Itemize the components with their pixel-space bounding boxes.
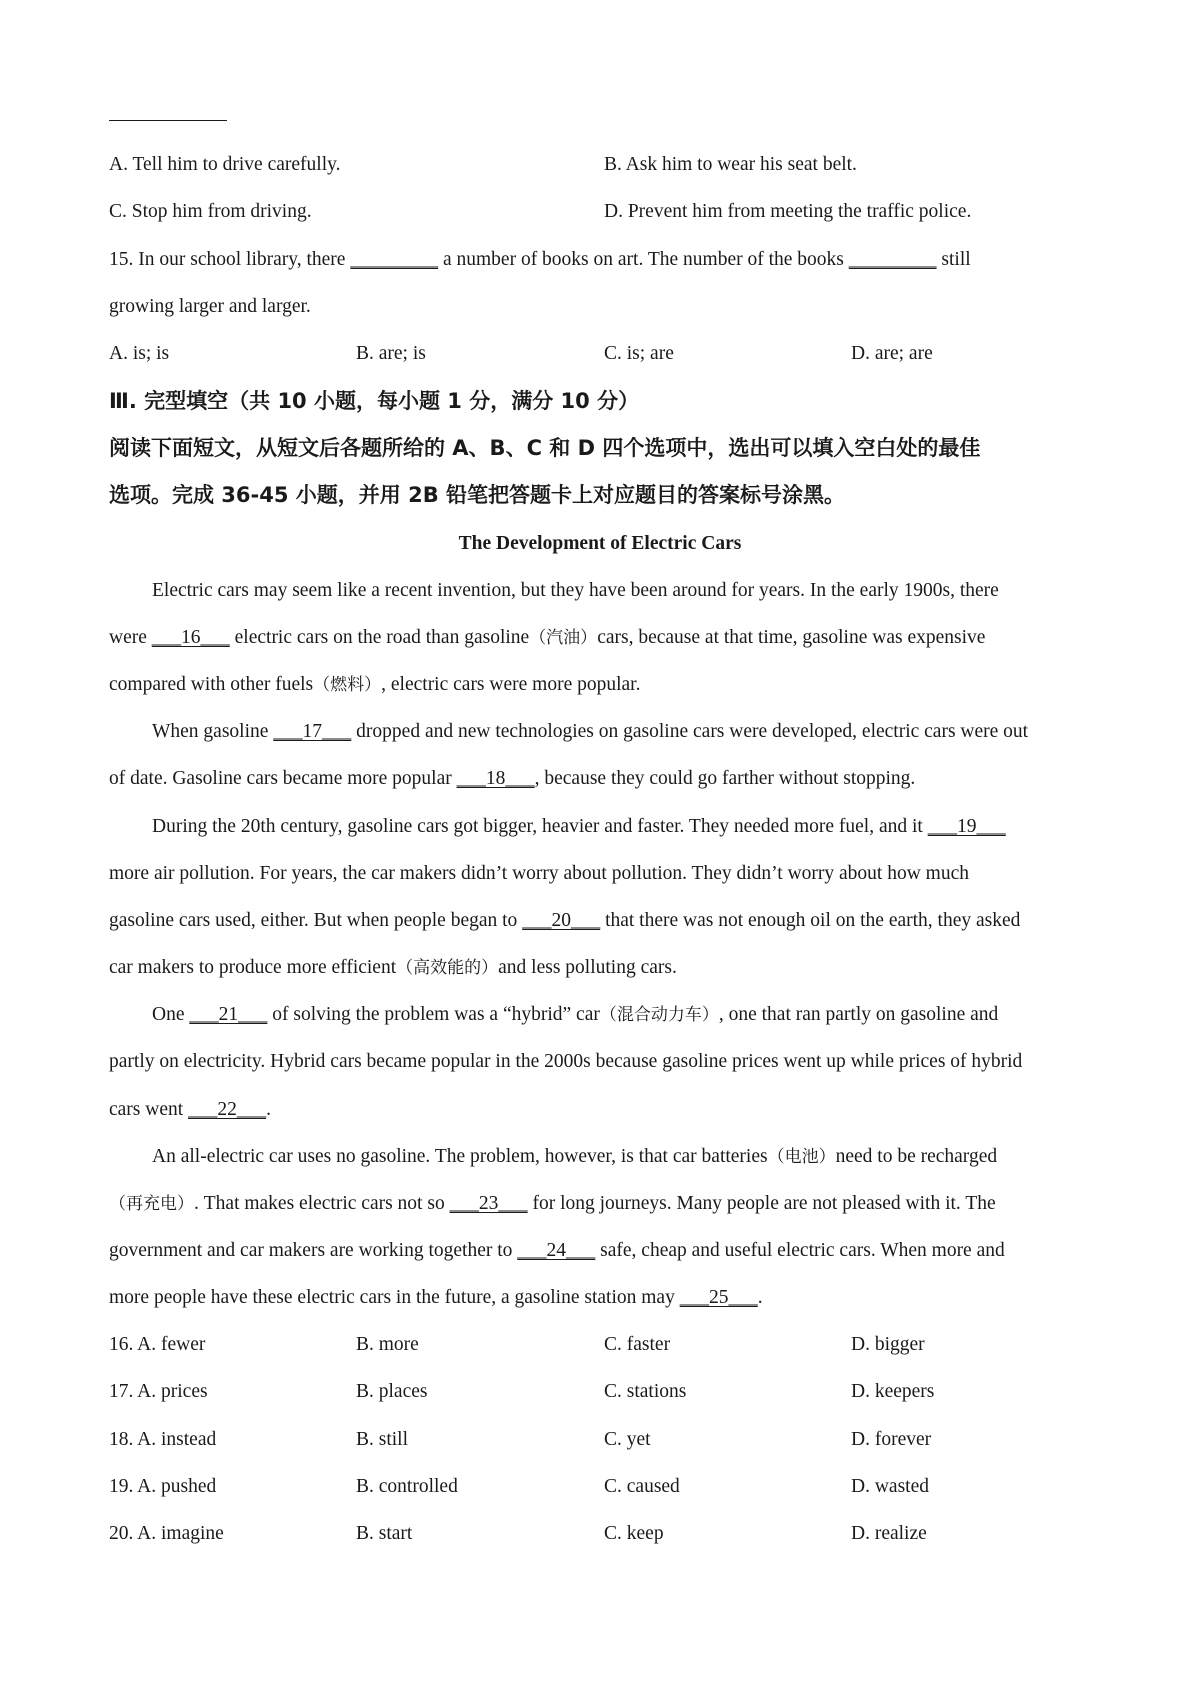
choice-17-a: 17. A. prices [109, 1381, 208, 1402]
p4-text: , one that ran partly on gasoline and [718, 1004, 999, 1025]
q15-text-2: a number of books on art. The number of the books [438, 249, 849, 270]
p4-text: . [266, 1099, 271, 1120]
prev-option-b: B. Ask him to wear his seat belt. [604, 154, 857, 175]
blank-20: ___20___ [522, 910, 601, 931]
section-instruction-line2: 选项。完成 36-45 小题，并用 2B 铅笔把答题卡上对应题目的答案标号涂黑。 [109, 483, 846, 507]
p5-line1 [152, 1144, 997, 1170]
p2-text: When gasoline [152, 721, 274, 742]
p1-text: , electric cars were more popular. [381, 674, 641, 695]
blank-25: ___25___ [679, 1287, 758, 1308]
q15-blank-1: _________ [350, 249, 439, 270]
choice-16-d: D. bigger [851, 1334, 925, 1355]
q15-option-b: B. are; is [356, 343, 426, 364]
p5-text: An all-electric car uses no gasoline. The problem, however, is that car batteries [152, 1146, 768, 1167]
choice-18-b: B. still [356, 1429, 409, 1450]
p5-gloss: （电池） [767, 1147, 836, 1167]
choice-18-d: D. forever [851, 1429, 932, 1450]
p3-text: and less polluting cars. [498, 957, 677, 978]
q15-text-1: 15. In our school library, there [109, 249, 351, 270]
choice-16-b: B. more [356, 1334, 419, 1355]
blank-24: ___24___ [517, 1240, 596, 1261]
p1-line1: Electric cars may seem like a recent invention, but they have been around for years. In the early 1900s, there [152, 580, 999, 601]
answer-blank-line [109, 120, 227, 121]
p5-text: safe, cheap and useful electric cars. When more and [595, 1240, 1005, 1261]
choice-19-a: 19. A. pushed [109, 1476, 217, 1497]
p5-gloss: （再充电） [109, 1194, 194, 1214]
p2-line2 [109, 766, 915, 792]
p1-gloss: （汽油） [529, 628, 598, 648]
blank-23: ___23___ [449, 1193, 528, 1214]
p3-line1 [152, 814, 1006, 840]
p4-line3 [109, 1097, 271, 1123]
p3-text: During the 20th century, gasoline cars got bigger, heavier and faster. They needed more fuel, and it [152, 816, 928, 837]
p4-text: One [152, 1004, 190, 1025]
p4-text: cars went [109, 1099, 189, 1120]
p1-line3 [109, 672, 640, 698]
q15-option-a: A. is; is [109, 343, 170, 364]
choice-16-c: C. faster [604, 1334, 671, 1355]
p1-gloss: （燃料） [313, 675, 382, 695]
p5-line2 [109, 1191, 996, 1217]
q15-option-c: C. is; are [604, 343, 674, 364]
p5-line3 [109, 1238, 1005, 1264]
p5-text: for long journeys. Many people are not pleased with it. The [527, 1193, 996, 1214]
p3-line3 [109, 908, 1020, 934]
p1-text: were [109, 627, 152, 648]
p3-text: car makers to produce more efficient [109, 957, 397, 978]
choice-20-b: B. start [356, 1523, 413, 1544]
choice-20-d: D. realize [851, 1523, 927, 1544]
p1-text: cars, because at that time, gasoline was expensive [597, 627, 986, 648]
p4-line1 [152, 1002, 998, 1028]
prev-option-c: C. Stop him from driving. [109, 201, 312, 222]
p1-text: compared with other fuels [109, 674, 314, 695]
blank-22: ___22___ [188, 1099, 267, 1120]
p5-text: . That makes electric cars not so [194, 1193, 450, 1214]
p2-text: of date. Gasoline cars became more popular [109, 768, 457, 789]
q15-blank-2: _________ [848, 249, 937, 270]
p1-text: electric cars on the road than gasoline [229, 627, 530, 648]
choice-17-c: C. stations [604, 1381, 687, 1402]
p4-line2: partly on electricity. Hybrid cars became popular in the 2000s because gasoline prices went up while prices of hybrid [109, 1051, 1023, 1072]
choice-19-b: B. controlled [356, 1476, 458, 1497]
choice-18-c: C. yet [604, 1429, 651, 1450]
choice-18-a: 18. A. instead [109, 1429, 217, 1450]
blank-16: ___16___ [151, 627, 230, 648]
blank-19: ___19___ [927, 816, 1006, 837]
p5-text: government and car makers are working together to [109, 1240, 518, 1261]
prev-option-d: D. Prevent him from meeting the traffic police. [604, 201, 972, 222]
choice-19-d: D. wasted [851, 1476, 929, 1497]
prev-option-a: A. Tell him to drive carefully. [109, 154, 341, 175]
p5-text: need to be recharged [835, 1146, 998, 1167]
blank-18: ___18___ [456, 768, 535, 789]
p3-text: gasoline cars used, either. But when people began to [109, 910, 523, 931]
p5-line4 [109, 1285, 763, 1311]
q15-text-3: still [936, 249, 971, 270]
section-instruction-line1: 阅读下面短文，从短文后各题所给的 A、B、C 和 D 四个选项中，选出可以填入空白处的最佳 [109, 436, 981, 460]
p5-text: more people have these electric cars in the future, a gasoline station may [109, 1287, 680, 1308]
section-heading: Ⅲ. 完型填空（共 10 小题，每小题 1 分，满分 10 分） [109, 389, 640, 413]
question-15-stem [109, 247, 971, 273]
choice-20-c: C. keep [604, 1523, 664, 1544]
choice-19-c: C. caused [604, 1476, 680, 1497]
blank-21: ___21___ [189, 1004, 268, 1025]
p2-text: , because they could go farther without stopping. [534, 768, 916, 789]
p2-line1 [152, 719, 1028, 745]
choice-17-d: D. keepers [851, 1381, 935, 1402]
p2-text: dropped and new technologies on gasoline cars were developed, electric cars were out [351, 721, 1029, 742]
p1-line2 [109, 625, 985, 651]
passage-title: The Development of Electric Cars [458, 533, 742, 554]
q15-option-d: D. are; are [851, 343, 933, 364]
choice-17-b: B. places [356, 1381, 428, 1402]
p3-line2: more air pollution. For years, the car makers didn’t worry about pollution. They didn’t worry about how much [109, 863, 969, 884]
question-15-stem-line2: growing larger and larger. [109, 296, 311, 317]
p3-line4 [109, 955, 677, 981]
p4-text: of solving the problem was a “hybrid” car [267, 1004, 600, 1025]
p3-gloss: （高效能的） [396, 958, 499, 978]
p5-text: . [757, 1287, 763, 1308]
p3-text: that there was not enough oil on the earth, they asked [600, 910, 1021, 931]
p4-gloss: （混合动力车） [599, 1005, 719, 1025]
choice-20-a: 20. A. imagine [109, 1523, 224, 1544]
blank-17: ___17___ [273, 721, 352, 742]
choice-16-a: 16. A. fewer [109, 1334, 206, 1355]
